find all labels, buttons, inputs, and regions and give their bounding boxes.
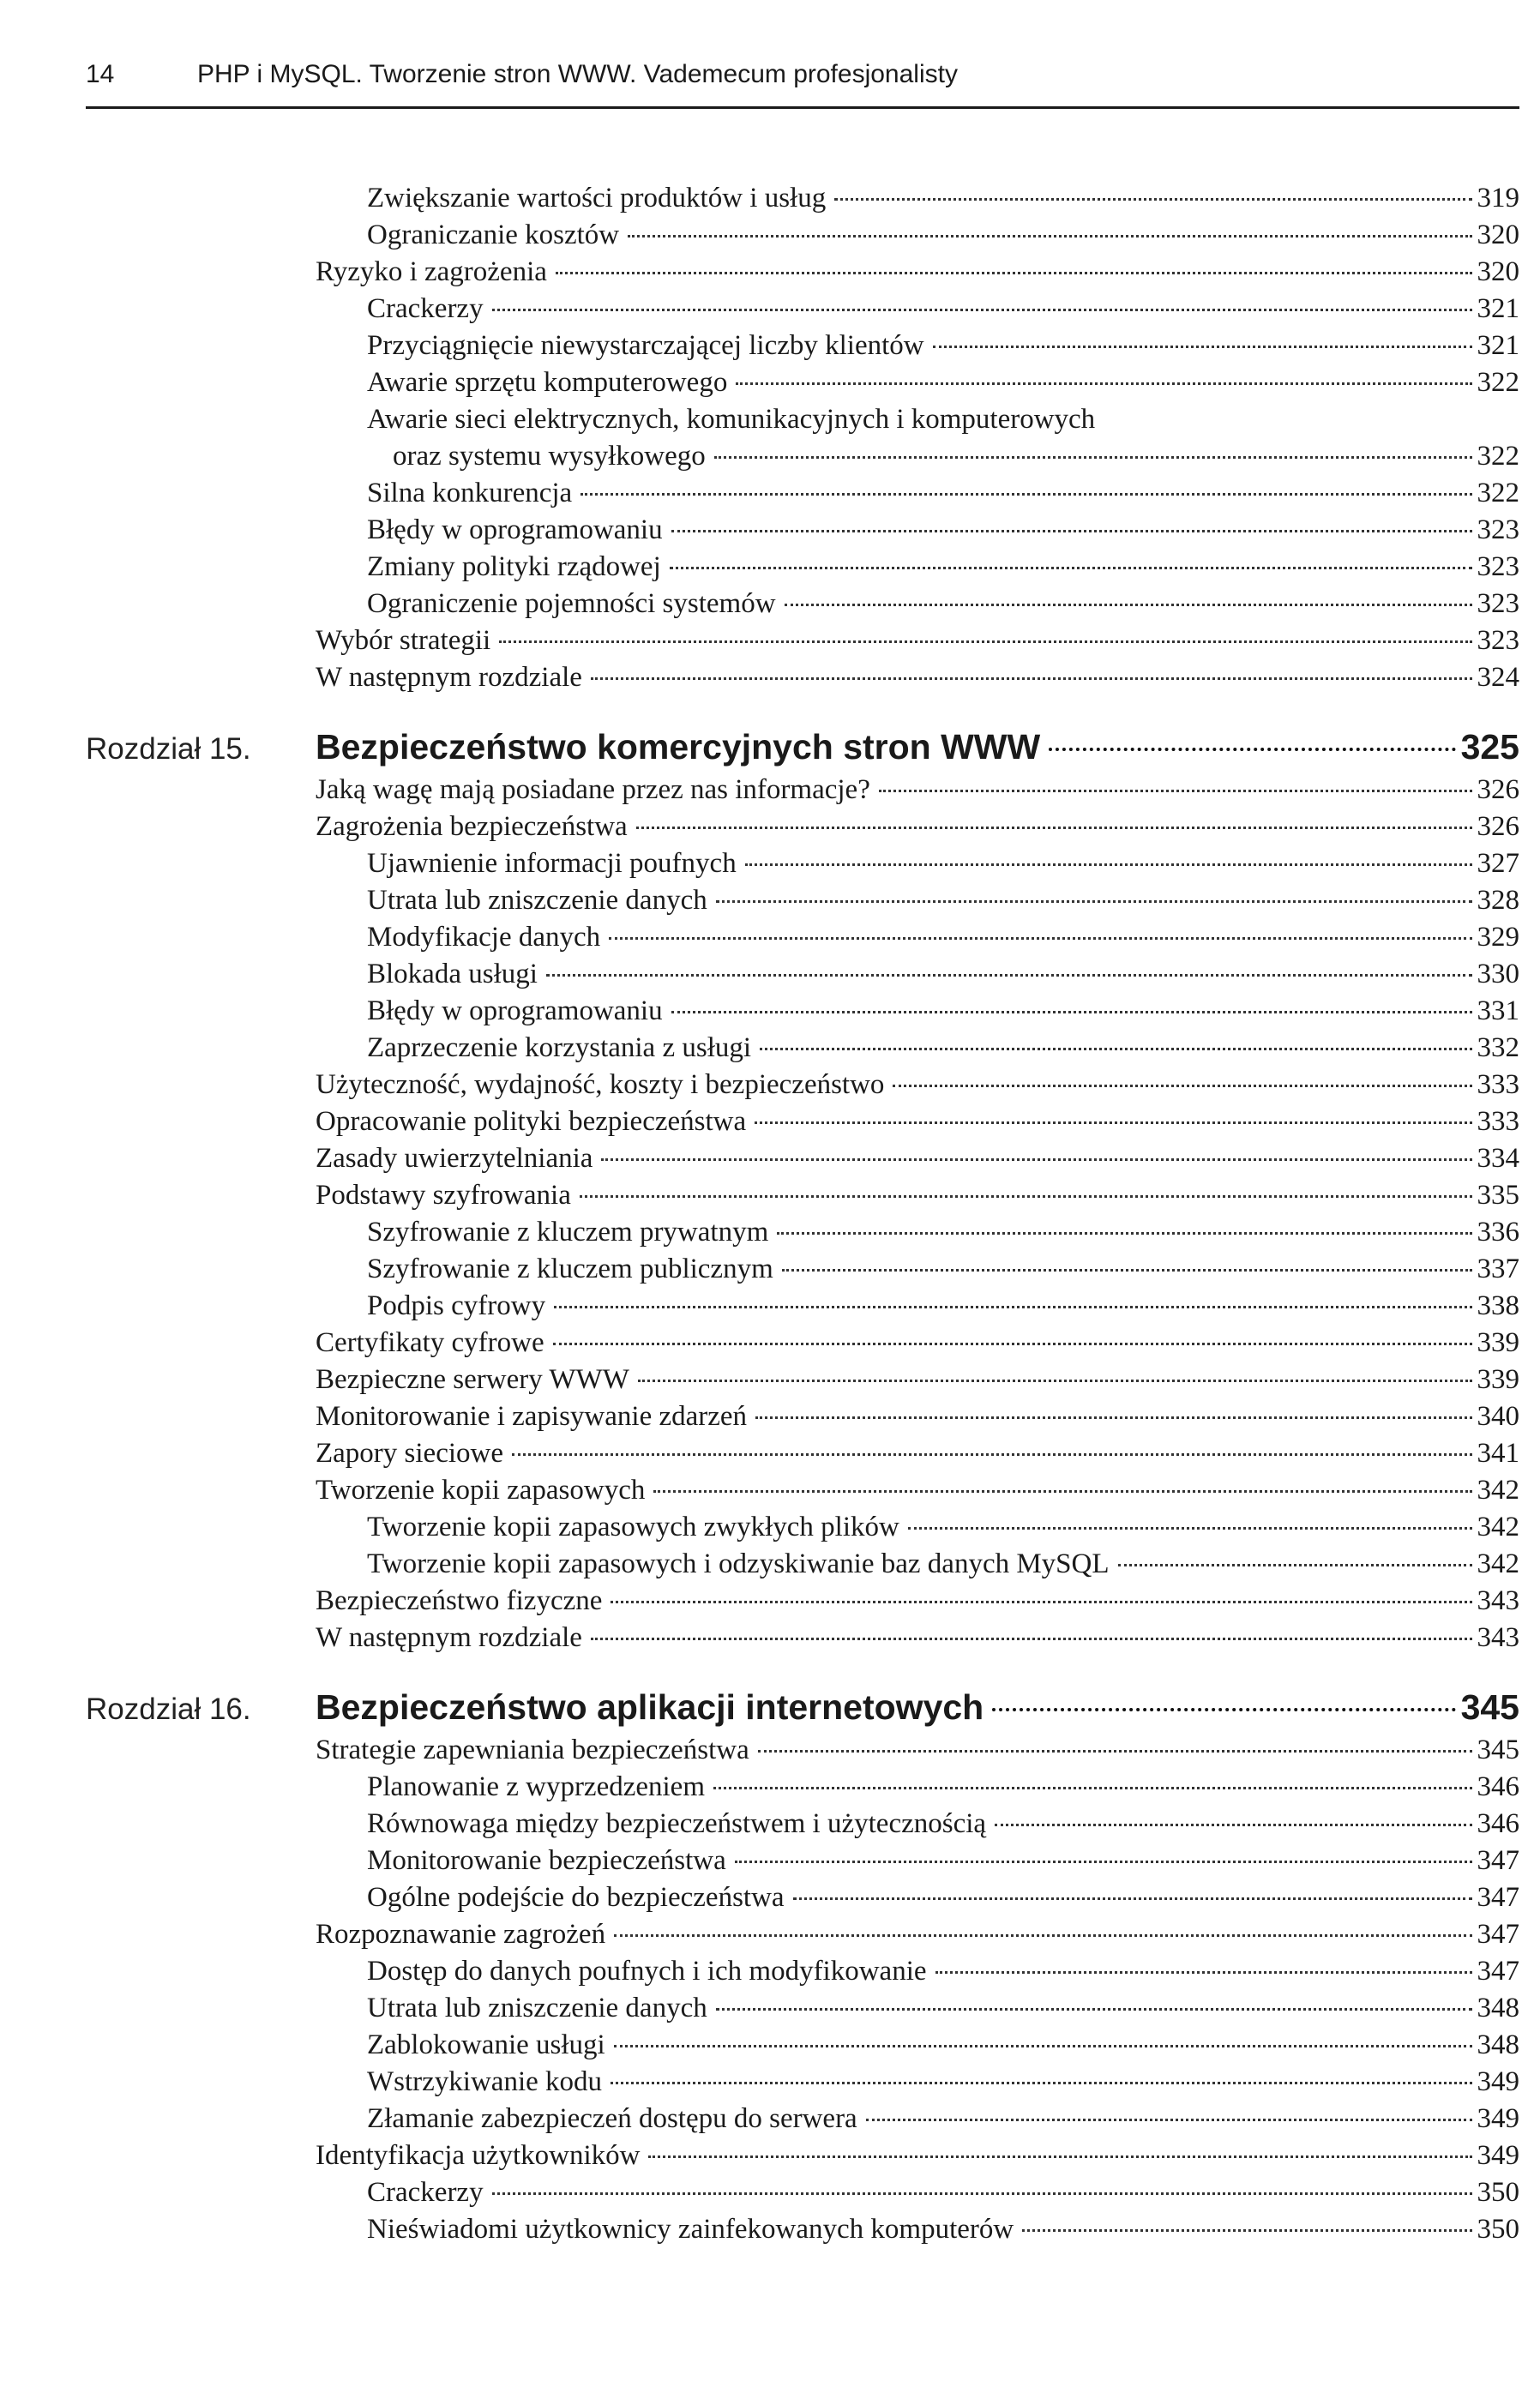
toc-entry-page: 323 (1477, 514, 1519, 545)
toc-entry (86, 1769, 1519, 1806)
toc-entry-title: Użyteczność, wydajność, koszty i bezpieczeństwo (316, 1069, 885, 1100)
book-title: PHP i MySQL. Tworzenie stron WWW. Vademecum profesjonalisty (197, 60, 958, 88)
toc-entry-page: 326 (1477, 811, 1519, 842)
toc-entry-title: Utrata lub zniszczenie danych (367, 1993, 707, 2023)
toc-entry-title: Silna konkurencja (367, 478, 573, 508)
toc-entry-page: 331 (1477, 995, 1519, 1026)
toc-entry (86, 1214, 1519, 1251)
toc-entry-page: 326 (1477, 774, 1519, 805)
toc-entry-title: Blokada usługi (367, 959, 538, 989)
toc-entry (86, 1843, 1519, 1879)
toc-entry-page: 346 (1477, 1808, 1519, 1839)
toc-entry (86, 956, 1519, 993)
toc-entry (86, 475, 1519, 512)
dot-leader (755, 1416, 1471, 1419)
toc-entry-page: 348 (1477, 1993, 1519, 2023)
dot-leader (614, 1934, 1471, 1937)
toc-entry (86, 180, 1519, 217)
toc-entry (86, 217, 1519, 254)
toc-entry-page: 347 (1477, 1845, 1519, 1876)
toc-entry-title: W następnym rozdziale (316, 1622, 582, 1653)
toc-entry (86, 512, 1519, 549)
dot-leader (777, 1232, 1471, 1235)
toc-entry-page: 320 (1477, 256, 1519, 287)
dot-leader (755, 1121, 1471, 1124)
toc-entry-title: Awarie sprzętu komputerowego (367, 367, 728, 398)
chapter-heading (86, 1687, 1519, 1730)
dot-leader (614, 2045, 1472, 2047)
toc-entry-title: Ujawnienie informacji poufnych (367, 848, 737, 879)
toc-entry (86, 2211, 1519, 2248)
dot-leader (735, 1861, 1472, 1863)
toc-entry-page: 339 (1477, 1327, 1519, 1358)
toc-entry (86, 882, 1519, 919)
toc-entry-title: Awarie sieci elektrycznych, komunikacyjnych i komputerowych (367, 404, 1096, 435)
toc-entry (86, 1177, 1519, 1214)
toc-entry-page: 343 (1477, 1622, 1519, 1653)
dot-leader (554, 1306, 1471, 1308)
toc-entry-page: 345 (1477, 1735, 1519, 1765)
toc-entry (86, 328, 1519, 364)
table-of-contents (86, 180, 1519, 2248)
toc-entry-title: Zapory sieciowe (316, 1438, 503, 1469)
toc-entry-page: 342 (1477, 1512, 1519, 1542)
dot-leader (628, 235, 1471, 237)
dot-leader (879, 790, 1472, 792)
toc-entry (86, 1398, 1519, 1435)
toc-entry-title: Zaprzeczenie korzystania z usługi (367, 1032, 752, 1063)
toc-entry (86, 1325, 1519, 1362)
dot-leader (636, 827, 1472, 829)
dot-leader (908, 1527, 1472, 1530)
toc-entry (86, 772, 1519, 809)
toc-entry-page: 347 (1477, 1956, 1519, 1987)
dot-leader (499, 640, 1471, 643)
running-header (86, 60, 1519, 89)
toc-entry (86, 401, 1519, 438)
toc-entry-title: Ryzyko i zagrożenia (316, 256, 547, 287)
dot-leader (714, 456, 1472, 459)
toc-entry-page: 349 (1477, 2066, 1519, 2097)
toc-entry-page: 347 (1477, 1882, 1519, 1913)
toc-entry-page: 338 (1477, 1290, 1519, 1321)
toc-entry (86, 1546, 1519, 1583)
toc-entry-title: Równowaga między bezpieczeństwem i użytecznością (367, 1808, 987, 1839)
toc-entry (86, 291, 1519, 328)
toc-entry-page: 327 (1477, 848, 1519, 879)
toc-entry-page: 323 (1477, 588, 1519, 619)
toc-entry-page: 333 (1477, 1069, 1519, 1100)
dot-leader (893, 1085, 1471, 1087)
toc-entry (86, 809, 1519, 845)
toc-entry-page: 323 (1477, 551, 1519, 582)
toc-entry-page: 322 (1477, 367, 1519, 398)
toc-entry-title: Tworzenie kopii zapasowych (316, 1475, 646, 1506)
dot-leader (670, 567, 1472, 569)
dot-leader (1049, 748, 1455, 751)
dot-leader (611, 1601, 1471, 1603)
toc-entry-title: Przyciągnięcie niewystarczającej liczby klientów (367, 330, 924, 361)
toc-entry-page: 343 (1477, 1585, 1519, 1616)
toc-entry-page: 347 (1477, 1919, 1519, 1950)
toc-entry-page: 349 (1477, 2103, 1519, 2134)
toc-entry-title: Wstrzykiwanie kodu (367, 2066, 603, 2097)
toc-entry-page: 336 (1477, 1217, 1519, 1248)
dot-leader (782, 1269, 1472, 1272)
toc-entry (86, 364, 1519, 401)
dot-leader (736, 382, 1471, 385)
toc-entry-page: 330 (1477, 959, 1519, 989)
toc-entry (86, 1953, 1519, 1990)
toc-entry-title: Ograniczanie kosztów (367, 219, 620, 250)
toc-entry-title: oraz systemu wysyłkowego (393, 441, 706, 472)
toc-entry-title: Crackerzy (367, 2177, 484, 2208)
dot-leader (716, 900, 1472, 903)
toc-entry-title: Zagrożenia bezpieczeństwa (316, 811, 628, 842)
toc-entry-page: 321 (1477, 330, 1519, 361)
dot-leader (671, 1011, 1472, 1013)
dot-leader (793, 1897, 1472, 1900)
toc-entry (86, 2174, 1519, 2211)
dot-leader (591, 1638, 1472, 1640)
toc-entry (86, 919, 1519, 956)
dot-leader (671, 530, 1472, 532)
toc-entry-title: Ograniczenie pojemności systemów (367, 588, 776, 619)
toc-entry (86, 845, 1519, 882)
dot-leader (760, 1048, 1471, 1050)
toc-entry-page: 339 (1477, 1364, 1519, 1395)
toc-entry-title: Monitorowanie i zapisywanie zdarzeń (316, 1401, 748, 1432)
toc-entry-title: Zasady uwierzytelniania (316, 1143, 593, 1174)
dot-leader (1022, 2229, 1471, 2232)
toc-entry-title: Utrata lub zniszczenie danych (367, 885, 707, 916)
toc-entry-title: Podstawy szyfrowania (316, 1180, 571, 1211)
toc-entry-page: 319 (1477, 183, 1519, 213)
toc-entry-page: 320 (1477, 219, 1519, 250)
toc-entry (86, 622, 1519, 659)
toc-entry-page: 348 (1477, 2029, 1519, 2060)
toc-entry (86, 1583, 1519, 1620)
toc-entry-title: Złamanie zabezpieczeń dostępu do serwera (367, 2103, 857, 2134)
dot-leader (716, 2008, 1472, 2011)
toc-entry-title: Modyfikacje danych (367, 922, 601, 953)
toc-entry (86, 2137, 1519, 2174)
toc-entry-title: Dostęp do danych poufnych i ich modyfikowanie (367, 1956, 927, 1987)
toc-entry-page: 324 (1477, 662, 1519, 693)
toc-entry-page: 346 (1477, 1771, 1519, 1802)
toc-entry-title: Opracowanie polityki bezpieczeństwa (316, 1106, 747, 1137)
toc-entry-page: 333 (1477, 1106, 1519, 1137)
toc-entry-title: Zablokowanie usługi (367, 2029, 605, 2060)
dot-leader (745, 863, 1472, 866)
toc-entry (86, 1879, 1519, 1916)
toc-entry-title: Wybór strategii (316, 625, 491, 656)
chapter-heading (86, 727, 1519, 770)
toc-entry (86, 1990, 1519, 2027)
toc-entry-title: Jaką wagę mają posiadane przez nas informacje? (316, 774, 870, 805)
toc-entry-page: 349 (1477, 2140, 1519, 2171)
toc-entry (86, 1620, 1519, 1656)
toc-entry-title: Certyfikaty cyfrowe (316, 1327, 544, 1358)
toc-entry (86, 2027, 1519, 2064)
toc-entry (86, 549, 1519, 586)
header-rule (86, 106, 1519, 109)
chapter-label: Rozdział 15. (86, 732, 251, 766)
toc-entry (86, 1140, 1519, 1177)
dot-leader (758, 1750, 1472, 1753)
dot-leader (1118, 1564, 1472, 1566)
toc-entry (86, 1251, 1519, 1288)
toc-entry (86, 1288, 1519, 1325)
toc-entry-page: 332 (1477, 1032, 1519, 1063)
dot-leader (546, 974, 1472, 977)
toc-entry-page: 342 (1477, 1548, 1519, 1579)
toc-entry-title: Zwiększanie wartości produktów i usług (367, 183, 827, 213)
toc-entry (86, 1916, 1519, 1953)
dot-leader (713, 1787, 1471, 1789)
toc-entry (86, 254, 1519, 291)
dot-leader (580, 1195, 1472, 1198)
toc-entry-title: Tworzenie kopii zapasowych i odzyskiwanie baz danych MySQL (367, 1548, 1110, 1579)
dot-leader (512, 1453, 1472, 1456)
toc-entry-title: Ogólne podejście do bezpieczeństwa (367, 1882, 785, 1913)
chapter-title: Bezpieczeństwo aplikacji internetowych (316, 1687, 984, 1727)
toc-entry-title: Crackerzy (367, 293, 484, 324)
dot-leader (492, 309, 1472, 311)
toc-entry (86, 1362, 1519, 1398)
toc-entry-page: 335 (1477, 1180, 1519, 1211)
toc-entry (86, 1732, 1519, 1769)
chapter-label: Rozdział 16. (86, 1693, 251, 1726)
toc-entry (86, 438, 1519, 475)
toc-entry (86, 2064, 1519, 2101)
dot-leader (992, 1708, 1455, 1711)
toc-entry-page: 337 (1477, 1254, 1519, 1284)
dot-leader (601, 1158, 1471, 1161)
toc-entry-title: Planowanie z wyprzedzeniem (367, 1771, 706, 1802)
toc-entry-title: Bezpieczne serwery WWW (316, 1364, 629, 1395)
dot-leader (611, 2082, 1471, 2084)
toc-entry-title: Rozpoznawanie zagrożeń (316, 1919, 606, 1950)
toc-entry (86, 1103, 1519, 1140)
toc-entry (86, 1509, 1519, 1546)
toc-entry-title: Nieświadomi użytkownicy zainfekowanych komputerów (367, 2214, 1014, 2245)
dot-leader (638, 1380, 1472, 1382)
toc-entry-title: Szyfrowanie z kluczem publicznym (367, 1254, 773, 1284)
dot-leader (935, 1971, 1472, 1974)
toc-entry (86, 1806, 1519, 1843)
dot-leader (553, 1343, 1472, 1345)
toc-entry-page: 323 (1477, 625, 1519, 656)
dot-leader (785, 604, 1472, 606)
chapter-title: Bezpieczeństwo komercyjnych stron WWW (316, 727, 1041, 767)
toc-entry-title: Błędy w oprogramowaniu (367, 514, 663, 545)
dot-leader (995, 1824, 1471, 1826)
dot-leader (591, 677, 1472, 680)
toc-entry (86, 1435, 1519, 1472)
toc-entry-page: 321 (1477, 293, 1519, 324)
toc-entry-page: 341 (1477, 1438, 1519, 1469)
dot-leader (609, 937, 1471, 940)
toc-entry (86, 1472, 1519, 1509)
toc-entry-title: Tworzenie kopii zapasowych zwykłych plików (367, 1512, 899, 1542)
dot-leader (556, 272, 1472, 274)
toc-entry-title: Podpis cyfrowy (367, 1290, 546, 1321)
dot-leader (933, 346, 1472, 348)
toc-entry-title: Zmiany polityki rządowej (367, 551, 661, 582)
toc-entry (86, 659, 1519, 696)
toc-entry-page: 340 (1477, 1401, 1519, 1432)
toc-entry (86, 1067, 1519, 1103)
chapter-page: 345 (1460, 1687, 1519, 1727)
toc-entry-page: 350 (1477, 2177, 1519, 2208)
dot-leader (834, 198, 1471, 201)
toc-entry (86, 2101, 1519, 2137)
dot-leader (581, 493, 1471, 496)
dot-leader (648, 2155, 1471, 2158)
page-number: 14 (86, 60, 115, 88)
toc-entry (86, 1030, 1519, 1067)
toc-entry (86, 993, 1519, 1030)
toc-entry-page: 350 (1477, 2214, 1519, 2245)
toc-entry-page: 334 (1477, 1143, 1519, 1174)
dot-leader (492, 2192, 1472, 2195)
toc-entry-title: Błędy w oprogramowaniu (367, 995, 663, 1026)
toc-entry-page: 329 (1477, 922, 1519, 953)
toc-entry-title: Szyfrowanie z kluczem prywatnym (367, 1217, 769, 1248)
toc-entry (86, 586, 1519, 622)
toc-entry-title: Bezpieczeństwo fizyczne (316, 1585, 603, 1616)
toc-entry-title: Identyfikacja użytkowników (316, 2140, 641, 2171)
toc-entry-page: 322 (1477, 441, 1519, 472)
toc-entry-page: 322 (1477, 478, 1519, 508)
toc-entry-page: 328 (1477, 885, 1519, 916)
toc-entry-page: 342 (1477, 1475, 1519, 1506)
dot-leader (653, 1490, 1471, 1493)
dot-leader (866, 2119, 1472, 2121)
toc-entry-title: Strategie zapewniania bezpieczeństwa (316, 1735, 749, 1765)
toc-entry-title: W następnym rozdziale (316, 662, 582, 693)
chapter-page: 325 (1460, 727, 1519, 767)
toc-entry-title: Monitorowanie bezpieczeństwa (367, 1845, 726, 1876)
